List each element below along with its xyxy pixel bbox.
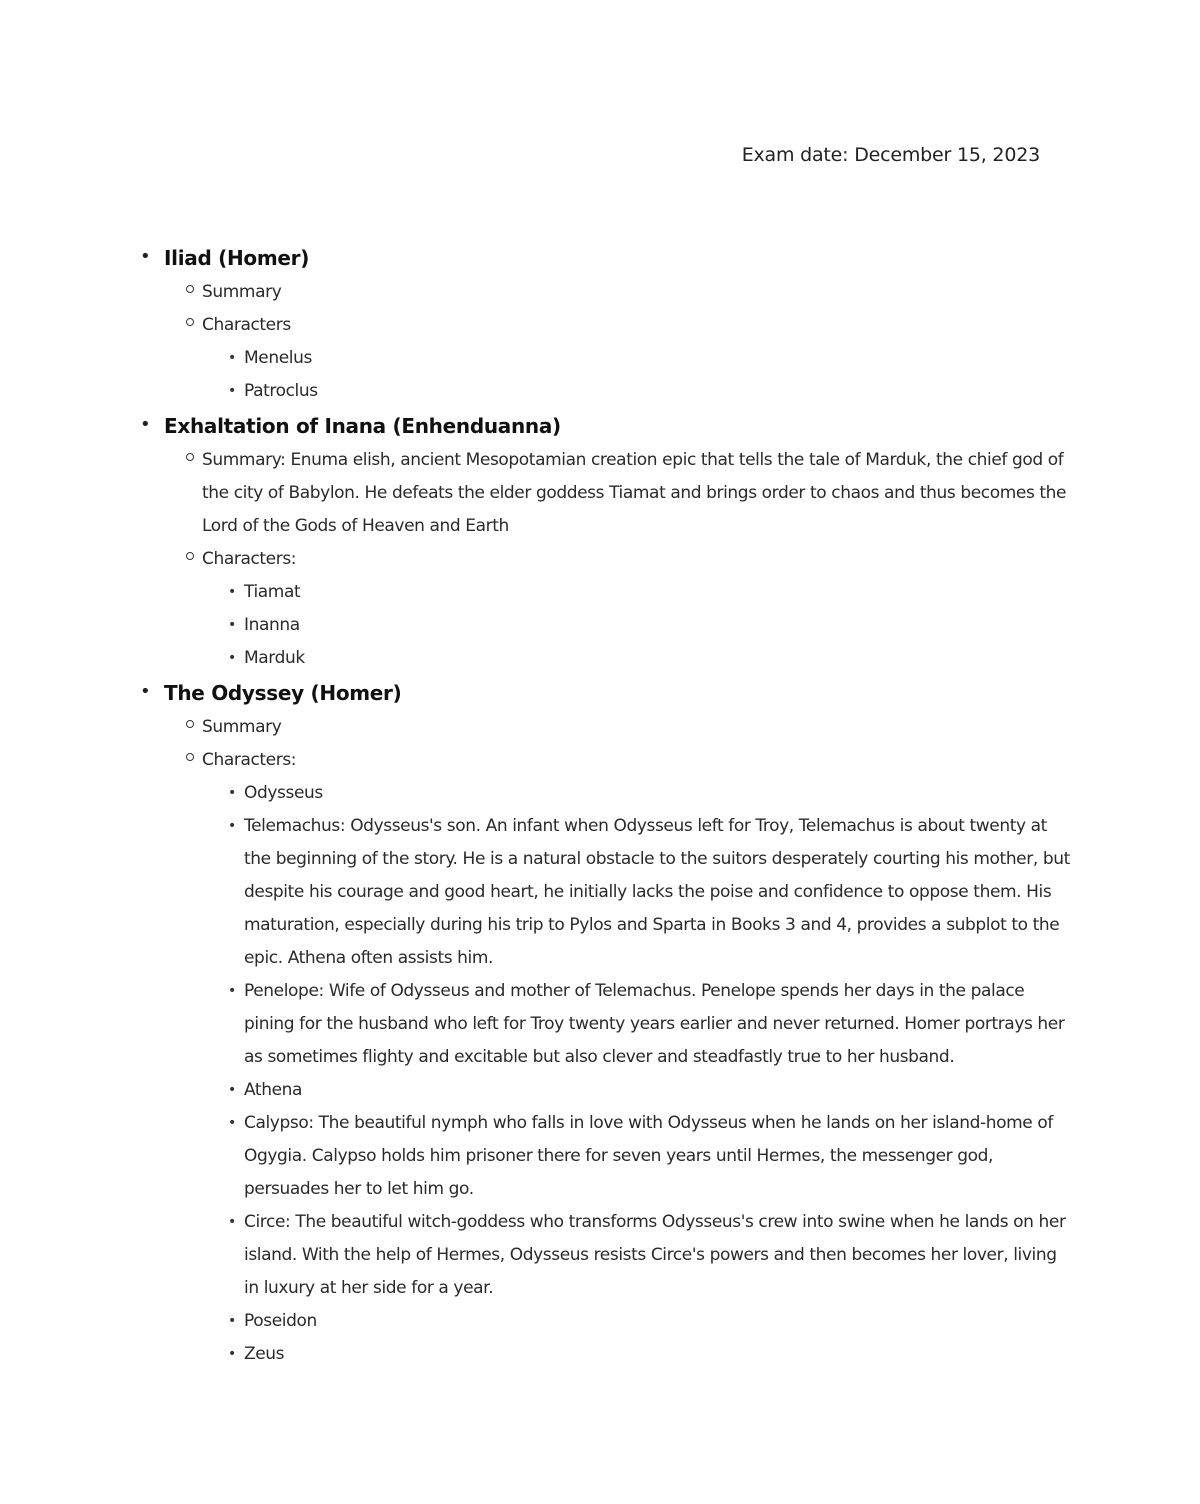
- character-text: Zeus: [244, 1344, 285, 1364]
- character-item: [164, 576, 1070, 609]
- work-item: [140, 675, 1070, 711]
- sub-item: [164, 276, 1070, 309]
- hollow-bullet-icon: [186, 318, 194, 326]
- character-text: Circe: The beautiful witch-goddess who transforms Odysseus's crew into swine when he lands on her island. With the help of Hermes, Odysseus resists Circe's powers and then becomes her lover, living in luxury at her side for a year.: [244, 1212, 1066, 1298]
- hollow-bullet-icon: [186, 720, 194, 728]
- work-item: [140, 408, 1070, 444]
- small-bullet-icon: •: [228, 983, 237, 999]
- character-text: Tiamat: [244, 582, 301, 602]
- sub-item: [164, 543, 1070, 576]
- character-item: [164, 1206, 1070, 1305]
- character-text: Poseidon: [244, 1311, 317, 1331]
- character-text: Calypso: The beautiful nymph who falls in love with Odysseus when he lands on her island-home of Ogygia. Calypso holds him prisoner there for seven years until Hermes, the messenger god, persuades her to let him go.: [244, 1113, 1053, 1199]
- sub-item-text: Summary: [202, 717, 282, 737]
- work-title: The Odyssey (Homer): [164, 681, 402, 705]
- exam-date: Exam date: December 15, 2023: [741, 144, 1040, 166]
- sub-item: [164, 711, 1070, 744]
- character-text: Marduk: [244, 648, 305, 668]
- small-bullet-icon: •: [228, 617, 237, 633]
- hollow-bullet-icon: [186, 453, 194, 461]
- work-title: Iliad (Homer): [164, 246, 310, 270]
- character-item: [164, 342, 1070, 375]
- small-bullet-icon: •: [228, 584, 237, 600]
- hollow-bullet-icon: [186, 285, 194, 293]
- small-bullet-icon: •: [228, 350, 237, 366]
- character-text: Telemachus: Odysseus's son. An infant when Odysseus left for Troy, Telemachus is about twenty at the beginning of the story. He is a natural obstacle to the suitors desperately courting his mother, but despite his courage and good heart, he initially lacks the poise and confidence to oppose them. His maturation, especially during his trip to Pylos and Sparta in Books 3 and 4, provides a subplot to the epic. Athena often assists him.: [244, 816, 1070, 968]
- bullet-icon: •: [140, 246, 151, 267]
- small-bullet-icon: •: [228, 1214, 237, 1230]
- sub-item-text: Summary: [202, 282, 282, 302]
- small-bullet-icon: •: [228, 1346, 237, 1362]
- character-text: Odysseus: [244, 783, 323, 803]
- sub-item: [164, 309, 1070, 342]
- small-bullet-icon: •: [228, 818, 237, 834]
- work-title: Exhaltation of Inana (Enhenduanna): [164, 414, 561, 438]
- character-item: [164, 642, 1070, 675]
- character-text: Menelus: [244, 348, 312, 368]
- hollow-bullet-icon: [186, 753, 194, 761]
- character-text: Inanna: [244, 615, 300, 635]
- sub-item-text: Summary: Enuma elish, ancient Mesopotamian creation epic that tells the tale of Marduk, the chief god of the city of Babylon. He defeats the elder goddess Tiamat and brings order to chaos and thus becomes the Lord of the Gods of Heaven and Earth: [202, 450, 1067, 536]
- character-item: [164, 975, 1070, 1074]
- character-item: [164, 609, 1070, 642]
- character-text: Athena: [244, 1080, 303, 1100]
- small-bullet-icon: •: [228, 1082, 237, 1098]
- bullet-icon: •: [140, 681, 151, 702]
- small-bullet-icon: •: [228, 1313, 237, 1329]
- small-bullet-icon: •: [228, 650, 237, 666]
- bullet-icon: •: [140, 414, 151, 435]
- character-item: [164, 777, 1070, 810]
- sub-item: [164, 444, 1070, 543]
- character-item: [164, 1338, 1070, 1371]
- character-text: Patroclus: [244, 381, 318, 401]
- character-item: [164, 1074, 1070, 1107]
- character-item: [164, 1305, 1070, 1338]
- sub-item-text: Characters: [202, 315, 291, 335]
- notes-outline: [140, 240, 1070, 1371]
- hollow-bullet-icon: [186, 552, 194, 560]
- sub-item: [164, 744, 1070, 777]
- character-item: [164, 375, 1070, 408]
- small-bullet-icon: •: [228, 1115, 237, 1131]
- character-text: Penelope: Wife of Odysseus and mother of Telemachus. Penelope spends her days in the palace pining for the husband who left for Troy twenty years earlier and never returned. Homer portrays her as sometimes flighty and excitable but also clever and steadfastly true to her husband.: [244, 981, 1065, 1067]
- character-item: [164, 1107, 1070, 1206]
- character-item: [164, 810, 1070, 975]
- sub-item-text: Characters:: [202, 750, 297, 770]
- work-item: [140, 240, 1070, 276]
- small-bullet-icon: •: [228, 785, 237, 801]
- sub-item-text: Characters:: [202, 549, 297, 569]
- small-bullet-icon: •: [228, 383, 237, 399]
